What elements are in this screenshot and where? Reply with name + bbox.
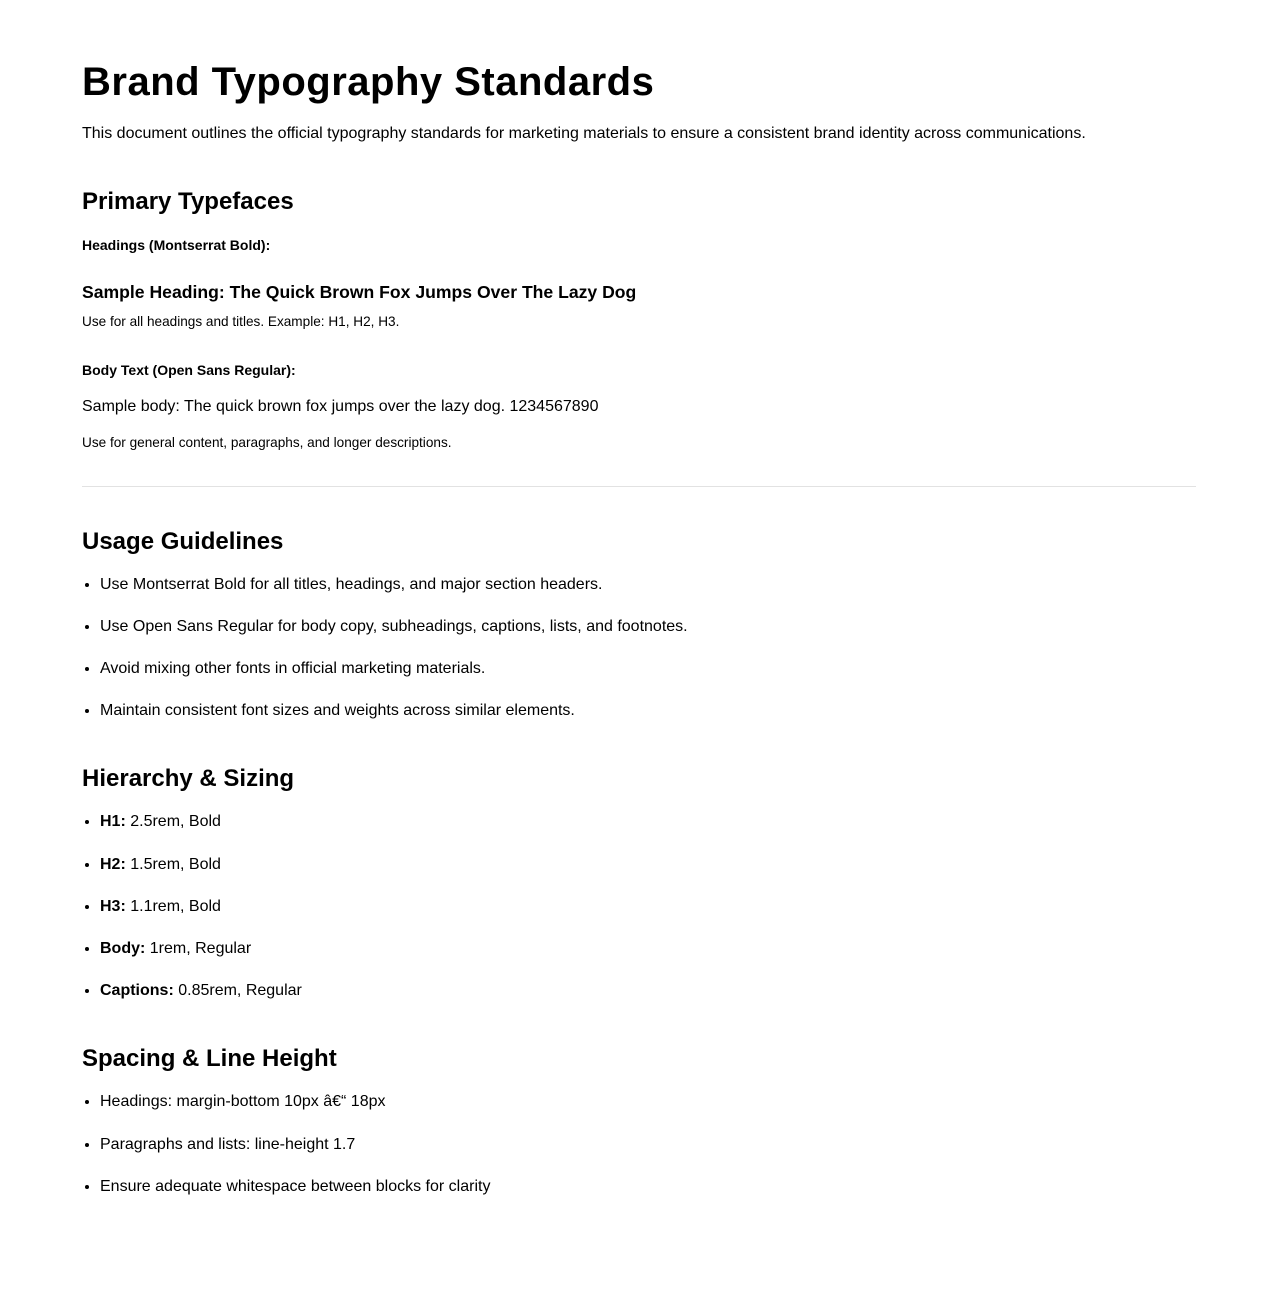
list-item: • Maintain consistent font sizes and weights across similar elements. bbox=[100, 697, 1196, 724]
body-caption: Use for general content, paragraphs, and longer descriptions. bbox=[82, 435, 452, 450]
section-heading-primary-typefaces: Primary Typefaces bbox=[82, 188, 294, 215]
list-item bbox=[100, 808, 1196, 835]
list-value: 1.5rem, Bold bbox=[125, 855, 221, 873]
headings-font-label: Headings (Montserrat Bold): bbox=[82, 237, 271, 253]
list-item bbox=[100, 935, 1196, 962]
body-font-label: Body Text (Open Sans Regular): bbox=[82, 361, 296, 378]
list-item: • Headings: margin-bottom 10px â€“ 18px bbox=[100, 1088, 1196, 1115]
section-heading-spacing: Spacing & Line Height bbox=[82, 1045, 337, 1073]
sample-heading: Sample Heading: The Quick Brown Fox Jumps Over The Lazy Dog bbox=[82, 282, 637, 302]
list-item bbox=[100, 977, 1196, 1004]
list-item: • Use Open Sans Regular for body copy, subheadings, captions, lists, and footnotes. bbox=[100, 613, 1196, 640]
list-term: Body: bbox=[100, 940, 146, 957]
list-item bbox=[100, 851, 1196, 878]
list-value: 1rem, Regular bbox=[145, 940, 252, 957]
list-value: 2.5rem, Bold bbox=[125, 813, 221, 831]
list-term: H1: bbox=[100, 813, 126, 831]
list-value: 1.1rem, Bold bbox=[125, 897, 221, 915]
usage-list bbox=[82, 571, 1196, 725]
list-item: • Avoid mixing other fonts in official marketing materials. bbox=[100, 655, 1196, 682]
sample-body: Sample body: The quick brown fox jumps over the lazy dog. 1234567890 bbox=[82, 398, 599, 415]
list-term: H3: bbox=[100, 897, 126, 915]
section-heading-usage: Usage Guidelines bbox=[82, 527, 284, 555]
spacing-list bbox=[82, 1088, 1196, 1200]
section-divider bbox=[82, 486, 1196, 487]
list-item: • Use Montserrat Bold for all titles, headings, and major section headers. bbox=[100, 571, 1196, 598]
list-value: 0.85rem, Regular bbox=[173, 982, 302, 1000]
section-heading-hierarchy: Hierarchy & Sizing bbox=[82, 765, 295, 793]
list-item bbox=[100, 893, 1196, 920]
list-term: H2: bbox=[100, 855, 126, 873]
list-term: Captions: bbox=[100, 982, 174, 1000]
intro-paragraph: This document outlines the official typography standards for marketing materials to ensure a consistent brand identity across communications. bbox=[82, 125, 1086, 142]
list-item: • Ensure adequate whitespace between blocks for clarity bbox=[100, 1173, 1196, 1200]
page-title: Brand Typography Standards bbox=[82, 60, 655, 104]
list-item: • Paragraphs and lists: line-height 1.7 bbox=[100, 1131, 1196, 1158]
hierarchy-list bbox=[82, 808, 1196, 1004]
headings-caption: Use for all headings and titles. Example: H1, H2, H3. bbox=[82, 314, 400, 329]
